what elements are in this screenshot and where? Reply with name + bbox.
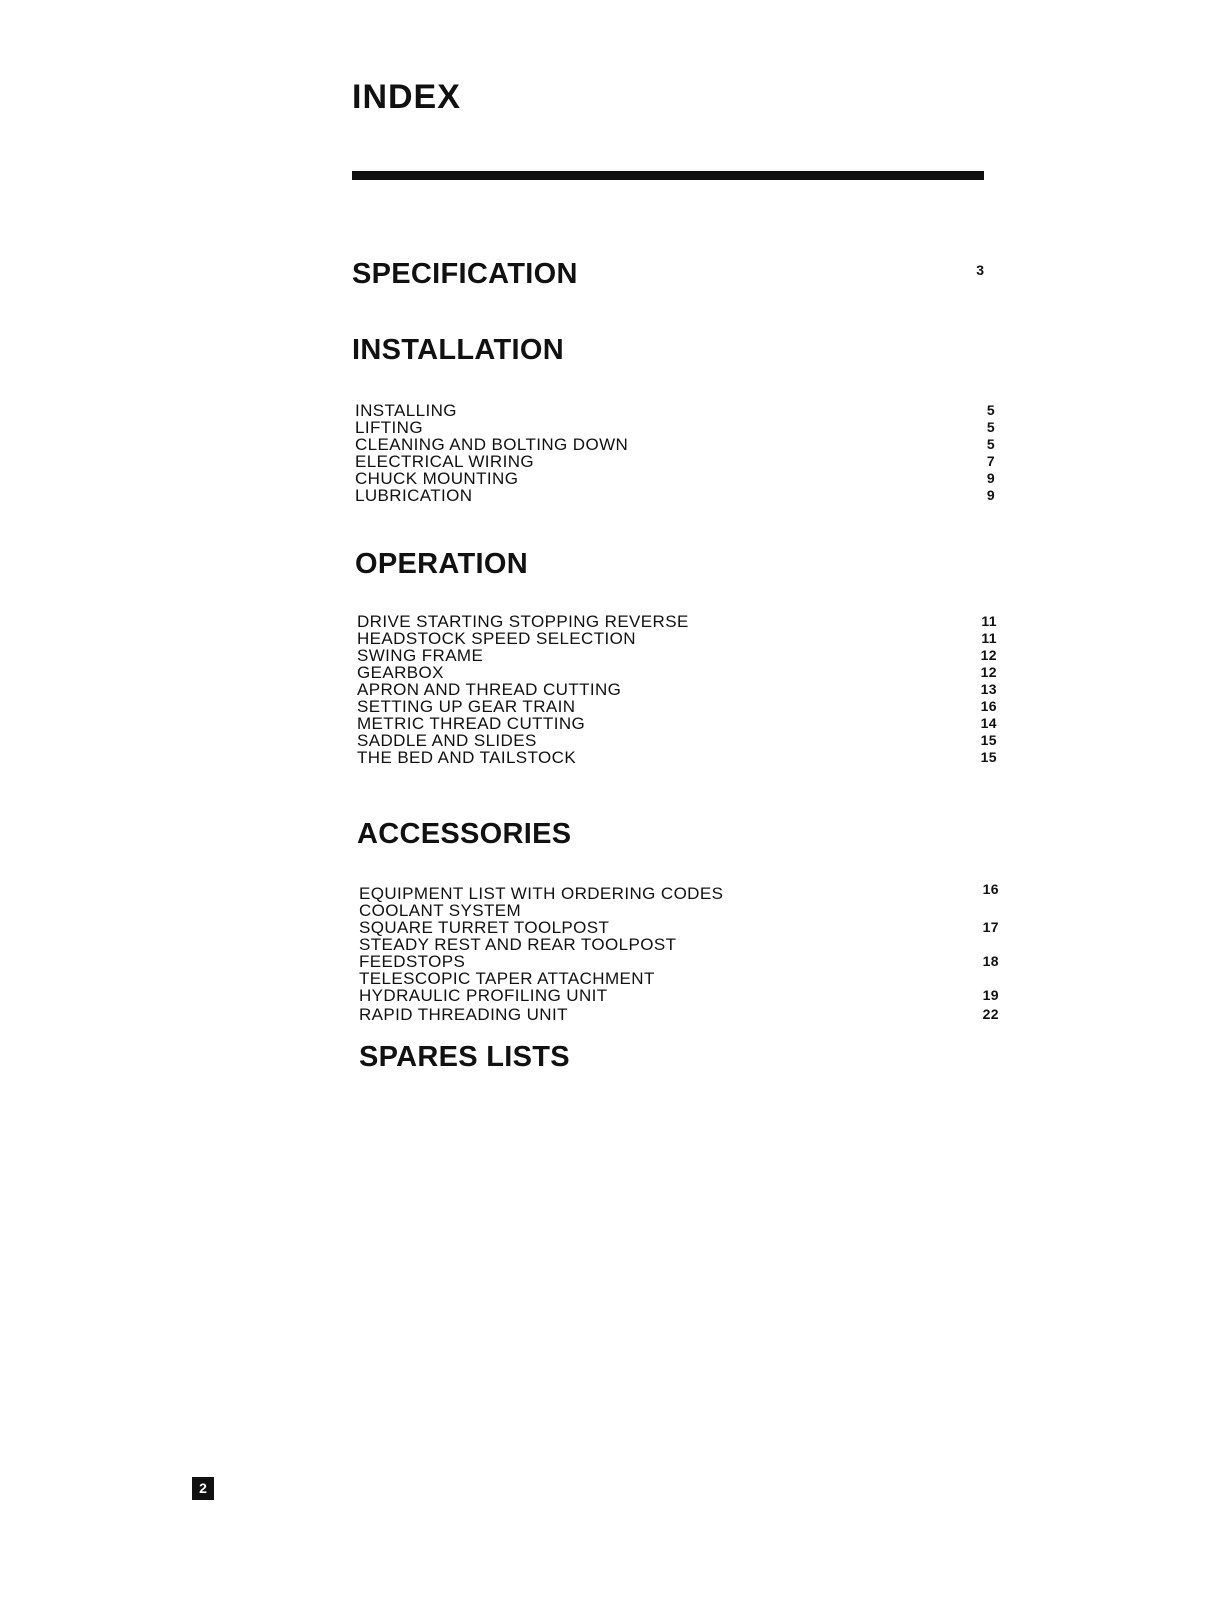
entry-label: DRIVE STARTING STOPPING REVERSE — [357, 612, 689, 631]
entry-label: EQUIPMENT LIST WITH ORDERING CODES — [359, 884, 724, 903]
entry-page: 5 — [986, 402, 995, 418]
page-number-badge: 2 — [192, 1477, 214, 1500]
entry-label: COOLANT SYSTEM — [359, 901, 522, 920]
entry-label: HYDRAULIC PROFILING UNIT — [359, 986, 608, 1005]
index-entry — [359, 1006, 999, 1023]
entry-page: 11 — [981, 613, 997, 629]
index-entry — [357, 681, 997, 698]
entry-label: STEADY REST AND REAR TOOLPOST — [359, 935, 677, 954]
index-entry — [359, 953, 999, 970]
entry-label: THE BED AND TAILSTOCK — [357, 748, 577, 767]
index-entry — [355, 487, 995, 504]
index-entry — [355, 453, 995, 470]
entry-page: 16 — [980, 698, 997, 714]
entry-page: 11 — [981, 630, 997, 646]
index-entry — [357, 664, 997, 681]
section-title-installation: INSTALLATION — [352, 334, 564, 366]
index-entry — [359, 919, 999, 936]
entry-label: LIFTING — [355, 418, 423, 437]
entry-page: 12 — [980, 647, 997, 663]
index-entry — [355, 419, 995, 436]
index-entry — [357, 698, 997, 715]
section-title-accessories: ACCESSORIES — [357, 818, 572, 850]
entry-page: 17 — [982, 919, 999, 935]
entry-label: FEEDSTOPS — [359, 952, 466, 971]
index-entry — [359, 936, 999, 953]
accessories-entries — [359, 881, 999, 1024]
index-entry — [357, 613, 997, 630]
installation-entries — [355, 402, 995, 504]
title-rule — [352, 171, 984, 180]
entry-page: 18 — [982, 953, 999, 969]
index-entry — [357, 630, 997, 647]
entry-page: 7 — [986, 453, 995, 469]
entry-label: LUBRICATION — [355, 486, 473, 505]
section-title-specification: SPECIFICATION — [352, 258, 578, 290]
entry-label: METRIC THREAD CUTTING — [357, 714, 586, 733]
entry-label: APRON AND THREAD CUTTING — [357, 680, 622, 699]
section-title-operation: OPERATION — [355, 548, 528, 580]
entry-label: HEADSTOCK SPEED SELECTION — [357, 629, 636, 648]
operation-entries — [357, 613, 997, 766]
entry-label: TELESCOPIC TAPER ATTACHMENT — [359, 969, 655, 988]
entry-label: GEARBOX — [357, 663, 444, 682]
index-entry — [359, 970, 999, 987]
index-entry — [355, 436, 995, 453]
entry-page: 19 — [982, 987, 999, 1003]
index-entry — [359, 902, 999, 919]
entry-page: 9 — [986, 470, 995, 486]
entry-label: SQUARE TURRET TOOLPOST — [359, 918, 610, 937]
entry-page: 9 — [986, 487, 995, 503]
entry-page: 15 — [980, 732, 997, 748]
index-entry — [355, 402, 995, 419]
entry-label: INSTALLING — [355, 401, 457, 420]
entry-label: SETTING UP GEAR TRAIN — [357, 697, 576, 716]
entry-page: 16 — [982, 881, 999, 897]
entry-page: 5 — [986, 436, 995, 452]
specification-page-number: 3 — [976, 262, 984, 278]
index-entry — [357, 749, 997, 766]
entry-label: SWING FRAME — [357, 646, 484, 665]
index-entry — [357, 647, 997, 664]
entry-label: RAPID THREADING UNIT — [359, 1005, 568, 1024]
index-entry — [357, 715, 997, 732]
entry-page: 12 — [980, 664, 997, 680]
entry-page: 15 — [980, 749, 997, 765]
index-entry — [359, 987, 999, 1004]
entry-page: 22 — [982, 1006, 999, 1022]
entry-label: CHUCK MOUNTING — [355, 469, 519, 488]
index-entry — [357, 732, 997, 749]
entry-label: SADDLE AND SLIDES — [357, 731, 537, 750]
index-entry — [355, 470, 995, 487]
entry-page: 14 — [980, 715, 997, 731]
entry-label: ELECTRICAL WIRING — [355, 452, 535, 471]
entry-page: 13 — [980, 681, 997, 697]
section-title-spares: SPARES LISTS — [359, 1041, 570, 1073]
entry-label: CLEANING AND BOLTING DOWN — [355, 435, 629, 454]
entry-page: 5 — [986, 419, 995, 435]
index-entry — [359, 881, 999, 903]
page-title: INDEX — [352, 78, 461, 116]
